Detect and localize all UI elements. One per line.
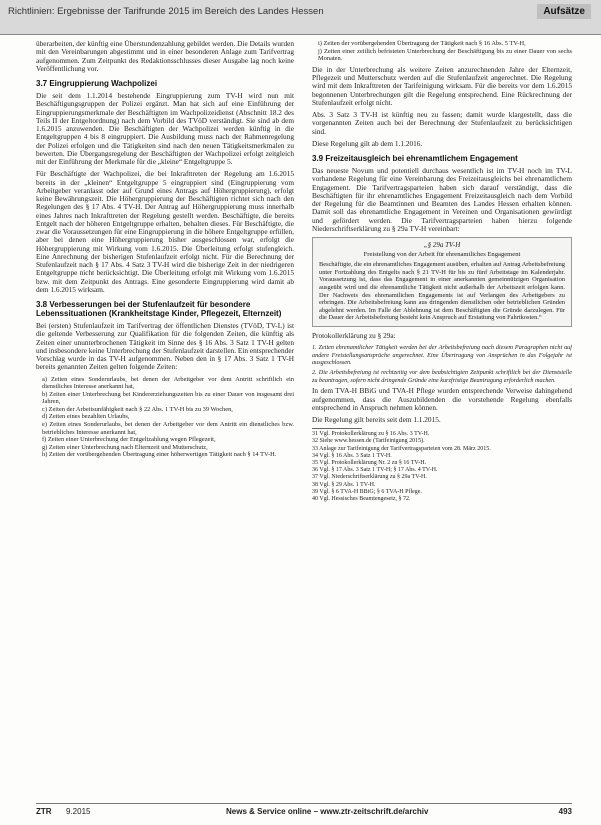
paragraph: Diese Regelung gilt ab dem 1.1.2016.: [312, 138, 423, 148]
footnote: 40 Vgl. Hessisches Beamtengesetz, § 72.: [312, 496, 411, 503]
list-item: c) Zeiten der Arbeitsunfähigkeit nach § 22 Abs. 1 TV-H bis zu 39 Wochen,: [42, 405, 233, 413]
list-item: e) Zeiten eines Sonderurlaubs, bei denen der Arbeitgeber vor dem Antritt ein dienstliches bzw. betriebliches Interesse anerkannt hat,: [42, 421, 294, 436]
list-item: d) Zeiten eines bezahlten Urlaubs,: [42, 413, 130, 421]
journal-name: ZTR: [36, 807, 52, 816]
website-link[interactable]: News & Service online – www.ztr-zeitschrift.de/archiv: [226, 807, 429, 816]
page-number: 493: [558, 807, 572, 816]
paragraph: Bei (ersten) Stufenlaufzeit im Tarifvertrag der öffentlichen Dienstes (TVöD, TV-L) ist die geltende Verbesserung zur Qualifikation für die folgenden Zeiten, die künftig als Zeiten einer ununterbrochenen Tätigkeit im Sinne des § 16 Abs. 3 Satz 1 TV-H gelten und insbesondere keine Unterbrechung der Stufenlaufzeit darstellen. Ein entsprechender Vorschlag wurde in das TV-H aufgenommen. Neben den in § 17 Abs. 3 Satz 1 TV-H bereits genannten Zeiten gelten folgende Zeiten:: [36, 321, 294, 372]
item-list: [36, 376, 294, 460]
right-column: [312, 40, 572, 800]
running-title: Richtlinien: Ergebnisse der Tarifrunde 2015 im Bereich des Landes Hessen: [8, 6, 324, 17]
running-header: [0, 0, 601, 35]
box-subtitle: Freistellung von der Arbeit für ehrenamtliches Engagement: [363, 250, 521, 258]
section-heading-3-7: 3.7 Eingruppierung Wachpolizei: [36, 79, 158, 88]
paragraph: überarbeiten, der künftig eine Überstundenzahlung gebildet werden. Die Details wurden mit den Vereinbarungen abgestimmt und in einer besonderen Anlage zum Tarifvertrag aufgenommen. Zum Zeitpunkt des Redaktionsschlusses dieser Ausgabe lag noch keine Veröffentlichung vor.: [36, 40, 294, 73]
footnote: 35 Vgl. Protokollerklärung Nr. 2 zu § 16 TV-H.: [312, 460, 427, 467]
issue-number: 9.2015: [66, 807, 91, 816]
paragraph: Protokollerklärung zu § 29a:: [312, 330, 396, 340]
footnote: 39 Vgl. § 6 TVA-H BBiG; § 6 TVA-H Pflege.: [312, 488, 422, 495]
section-heading-3-8: 3.8 Verbesserungen bei der Stufenlaufzeit für besondere Lebenssituationen (Krankheitstage Kinder, Pflegezeit, Elternzeit): [36, 300, 282, 318]
paragraph: Das neueste Novum und potentiell durchaus wesentlich ist im TV-H noch im TV-L vorhandene Regelung für eine Vereinbarung des Freizeitausgleichs bei ehrenamtlichem Engagement. Die Tarifvertragsparteien haben sich darauf verständigt, dass die Beschäftigten für ihr ehrenamtliches Engagement Freizeitausgleich nach dem Vorbild der Regelung für die Beamtinnen und Beamten des Landes Hessen erhalten können. Damit soll das ehrenamtliche Engagement in Vereinen und Organisationen gewürdigt und gefördert werden. Die Tarifvertragsparteien haben hierzu folgende Niederschriftserklärung zu § 29a TV-H vereinbart:: [312, 166, 572, 233]
list-item: g) Zeiten einer Unterbrechung nach Elternzeit und Mutterschutz,: [42, 443, 208, 451]
footnote-list: [312, 431, 572, 503]
left-column: [36, 40, 294, 800]
list-item: b) Zeiten einer Unterbrechung bei Kindererziehungszeiten bis zu einer Dauer von insgesamt drei Jahren,: [42, 390, 294, 406]
protocol-note: 1. Zeiten ehrenamtlicher Tätigkeit werden bei der Arbeitsbefreiung nach diesem Paragraphen nicht auf andere Freistellungsansprüche angerechnet. Eine Übertragung von Ansprüchen in das Folgejahr ist ausgeschlossen.: [312, 344, 572, 367]
protocol-note: 2. Die Arbeitsbefreiung ist rechtzeitig vor dem beabsichtigten Zeitpunkt schriftlich bei der Dienststelle zu beantragen, sofern nicht dringende Gründe eine kurzfristige Beantragung erforderlich machen.: [312, 369, 572, 384]
footnote: 31 Vgl. Protokollerklärung zu § 16 Abs. 3 TV-H.: [312, 431, 430, 438]
page-footer: [36, 803, 572, 818]
section-label: Aufsätze: [537, 4, 591, 19]
list-item: j) Zeiten einer zeitlich befristeten Unterbrechung der Beschäftigung bis zu einer Dauer von sechs Monaten.: [318, 47, 572, 63]
section-heading-3-9: 3.9 Freizeitausgleich bei ehrenamtlichem Engagement: [312, 154, 518, 164]
footnote: 34 Vgl. § 16 Abs. 3 Satz 1 TV-H.: [312, 452, 392, 459]
footnote-divider: [312, 428, 362, 429]
footnote: 37 Vgl. Niederschriftserklärung zu § 29a TV-H.: [312, 474, 427, 481]
box-title: „§ 29a TV-H: [423, 241, 461, 250]
list-item: h) Zeiten der vorübergehenden Übertragung einer höherwertigen Tätigkeit nach § 14 TV-H.: [42, 451, 277, 459]
paragraph: Die in der Unterbrechung als weitere Zeiten anzurechnenden Jahre der Elternzeit, Pflegezeit und Mutterschutz werden auf die Stufenlaufzeit angerechnet. Die Regelung wird mit dem Inkrafttreten der Tarifeinigung wirksam. Für die bereits vor dem 1.6.2015 begonnenen Unterbrechungen gilt die Regelung entsprechend. Eine Rückrechnung der Stufenlaufzeit erfolgt nicht.: [312, 64, 572, 107]
paragraph: Die Regelung gilt bereits seit dem 1.1.2015.: [312, 415, 441, 424]
paragraph: Die seit dem 1.1.2014 bestehende Eingruppierung zum TV-H wird nun mit Beschäftigungsgruppen der Polizei ergänzt. Man hat sich auf eine Einführung der Eingruppierungsmerkmale der Beschäftigten im Wachpolizeidienst (Abschnitt 18.2 des Teils II der Entgeltordnung) nach dem Vorbild des TVöD verständigt. Sie sind ab dem 1.6.2015 anzuwenden. Die Beschäftigten der Wachpolizei werden künftig in die Entgeltgruppen 4 bis 8 eingruppiert. Die Ausbildung muss nach der Rahmenregelung der Polizei erfolgen und die Tätigkeiten sind nach den neuen Tätigkeitsmerkmalen zu bewerten. Die Übergangsregelung der Beschäftigten der Wachpolizei erfolgt zeitgleich mit der Einführung der Merkmale für die „kleine“ Entgeltgruppe 5.: [36, 91, 294, 166]
paragraph: Abs. 3 Satz 3 TV-H ist künftig neu zu fassen; damit wurde klargestellt, dass die vorgenannten Zeiten auch bei der Berechnung der Stufenlaufzeit zu berücksichtigen sind.: [312, 110, 572, 136]
paragraph: Für Beschäftigte der Wachpolizei, die bei Inkrafttreten der Regelung am 1.6.2015 bereits in der „kleinen“ Entgeltgruppe 5 eingruppiert sind (Eingruppierung vom Arbeitgeber veranlasst oder auf Grund eines Antrags auf Höhergruppierung), erfolgt keine Bewährungszeit. Die Höhergruppierung der Beschäftigten richtet sich nach den Regelungen des § 17 Abs. 4 TV-H. Der Antrag auf Höhergruppierung muss innerhalb eines Jahres nach Inkrafttreten der Regelung gestellt werden. Beschäftigte, die bereits Entgelt nach der höheren Entgeltgruppe erhalten, behalten dieses. Für Beschäftigte, die zwar die Voraussetzungen für eine Eingruppierung in die höhere Entgeltgruppe erfüllen, aber bei denen eine Höhergruppierung bisher ausgeschlossen war, erfolgt die Höhergruppierung mit Wirkung vom 1.6.2015. Die Überleitung erfolgt stufengleich. Eine Anrechnung der bisherigen Stufenlaufzeit erfolgt nicht. Für die Berechnung der Stufenlaufzeit nach § 17 Abs. 4 Satz 3 TV-H wird die bisherige Zeit in der niedrigeren Entgeltgruppe nicht berücksichtigt. Die Überleitung erfolgt mit Wirkung vom 1.6.2015 bzw. mit dem Zeitpunkt des Antrags. Eine gesonderte Eingruppierung wird damit ab dem 1.6.2015 wirksam.: [36, 169, 294, 294]
quoted-regulation-box: [312, 237, 572, 327]
footnote: 32 Siehe www.hessen.de (Tarifeinigung 2015).: [312, 438, 425, 445]
footnote: 33 Anlage zur Tarifeinigung der Tarifvertragsparteien vom 28. März 2015.: [312, 445, 491, 452]
footnote: 38 Vgl. § 29 Abs. 1 TV-H.: [312, 481, 376, 488]
paragraph: In dem TVA-H BBiG und TVA-H Pflege wurden entsprechende Verweise dahingehend aufgenommen, dass die Auszubildenden die vorstehende Regelung ebenfalls entsprechend in Anspruch nehmen können.: [312, 386, 572, 412]
footnote: 36 Vgl. § 17 Abs. 3 Satz 1 TV-H; § 17 Abs. 4 TV-H.: [312, 467, 438, 474]
item-list-continued: [312, 40, 572, 63]
list-item: a) Zeiten eines Sonderurlaubs, bei denen der Arbeitgeber vor dem Antritt schriftlich ein dienstliches Interesse anerkannt hat,: [42, 375, 294, 391]
box-text: Beschäftigte, die ein ehrenamtliches Engagement ausüben, erhalten auf Antrag Arbeitsbefreiung unter Fortzahlung des Entgelts nach § 21 TV-H für bis zu fünf Arbeitstage im Kalenderjahr. Voraussetzung ist, dass das Engagement in einer anerkannten gemeinnützigen Organisation ausgeübt wird und die ehrenamtliche Tätigkeit nicht außerhalb der Arbeitszeit erfolgen kann. Der Nachweis des ehrenamtlichen Engagements ist auf Verlangen des Arbeitgebers zu erbringen. Die Arbeitsbefreiung kann aus dringenden dienstlichen oder betrieblichen Gründen abgelehnt werden. Im Falle der Ablehnung ist dem Beschäftigten die Gründe darzulegen. Für die Dauer der Arbeitsbefreiung besteht kein Anspruch auf Erstattung von Fahrtkosten.“: [319, 261, 565, 322]
list-item: i) Zeiten der vorübergehenden Übertragung der Tätigkeit nach § 16 Abs. 5 TV-H,: [318, 40, 526, 47]
list-item: f) Zeiten einer Unterbrechung der Entgeltzahlung wegen Pflegezeit,: [42, 436, 216, 444]
